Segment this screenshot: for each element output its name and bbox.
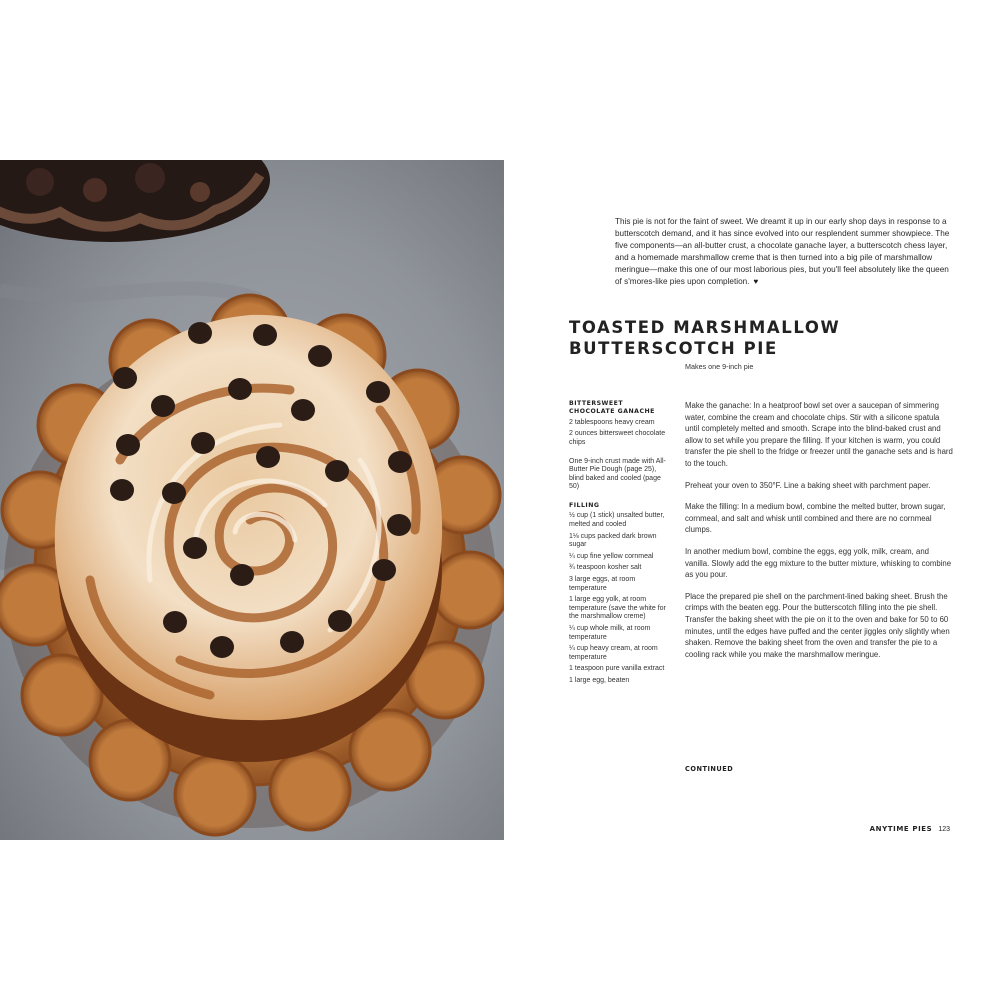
ingredient-item: 1 teaspoon pure vanilla extract: [569, 665, 665, 673]
ingredient-item: ¼ cup heavy cream, at room temperature: [569, 645, 658, 661]
recipe-title-line-2: BUTTERSCOTCH PIE: [569, 339, 778, 358]
recipe-page: [504, 160, 1000, 840]
ingredient-item: 2 tablespoons heavy cream: [569, 418, 655, 426]
ingredient-item: 3 large eggs, at room temperature: [569, 575, 636, 592]
ingredient-item: ½ cup (1 stick) unsalted butter, melted and cooled: [569, 512, 665, 528]
method-step: In another medium bowl, combine the eggs, egg yolk, milk, cream, and vanilla. Slowly add the egg mixture to the butter mixture, whisking to combine as you pour.: [685, 546, 952, 580]
pie-photo-image: [0, 160, 504, 840]
ingredient-item: One 9-inch crust made with All-Butter Pie Dough (page 25), blind baked and cooled (page 50): [569, 457, 666, 491]
method-step: Preheat your oven to 350°F. Line a baking sheet with parchment paper.: [685, 480, 931, 490]
ingredient-item: 1⅛ cups packed dark brown sugar: [569, 532, 657, 549]
ingredient-item: 2 ounces bittersweet chocolate chips: [569, 430, 666, 446]
ingredient-item: ¼ cup whole milk, at room temperature: [569, 624, 651, 641]
running-section-title: ANYTIME PIES: [869, 825, 933, 833]
method-step: Make the filling: In a medium bowl, combine the melted butter, brown sugar, cornmeal, and salt and whisk until combined and there are no cornmeal clumps.: [685, 502, 946, 535]
headnote: [615, 216, 951, 289]
ingredient-item: 1 large egg yolk, at room temperature (save the white for the marshmallow creme): [569, 596, 666, 621]
method-steps: [685, 400, 953, 670]
ingredient-list: [569, 400, 669, 688]
heart-icon: ♥: [753, 277, 759, 287]
page-footer: [870, 825, 950, 833]
pie-photo: [0, 160, 504, 840]
ingredient-spacer: [569, 451, 669, 458]
recipe-title: [569, 317, 949, 359]
headnote-text: This pie is not for the faint of sweet. We dreamt it up in our early shop days in response to a butterscotch demand, and it has since evolved into our resplendent summer showpiece. The five components—an all-butter crust, a chocolate ganache layer, a butterscotch chess layer, and a homemade marshmallow creme that is then turned into a big pile of marshmallow meringue—make this one of our most laborious pies, but you'll feel absolutely like the queen of s'mores-like pies upon completion.: [615, 217, 950, 287]
filling-heading: FILLING: [569, 501, 600, 509]
ingredient-spacer: [569, 495, 669, 502]
method-step: Place the prepared pie shell on the parchment-lined baking sheet. Brush the crimps with the beaten egg. Pour the butterscotch filling into the pie shell. Transfer the baking sheet with the pie on it to the oven and bake for 50 to 60 minutes, until the edges have puffed and the center jiggles only slightly when shaken. Remove the baking sheet from the oven and transfer the pie to a cooling rack while you make the marshmallow meringue.: [685, 591, 950, 659]
ganache-heading: BITTERSWEET CHOCOLATE GANACHE: [569, 400, 655, 416]
recipe-title-line-1: TOASTED MARSHMALLOW: [569, 318, 841, 337]
page-number: 123: [938, 826, 950, 833]
ingredient-item: ¾ teaspoon kosher salt: [569, 564, 642, 572]
method-step: Make the ganache: In a heatproof bowl set over a saucepan of simmering water, combine the cream and chocolate chips. Stir with a silicone spatula until completely melted and smooth. Scrape into the blind-baked crust and allow to set while you prepare the filling. If your kitchen is warm, you could transfer the pie shell to the fridge or freezer until the ganache sets and is hard to the touch.: [685, 401, 953, 468]
recipe-yield: Makes one 9-inch pie: [685, 362, 754, 371]
continued-label: CONTINUED: [685, 765, 734, 773]
ingredient-item: ¼ cup fine yellow cornmeal: [569, 552, 654, 560]
ingredient-item: 1 large egg, beaten: [569, 676, 630, 684]
